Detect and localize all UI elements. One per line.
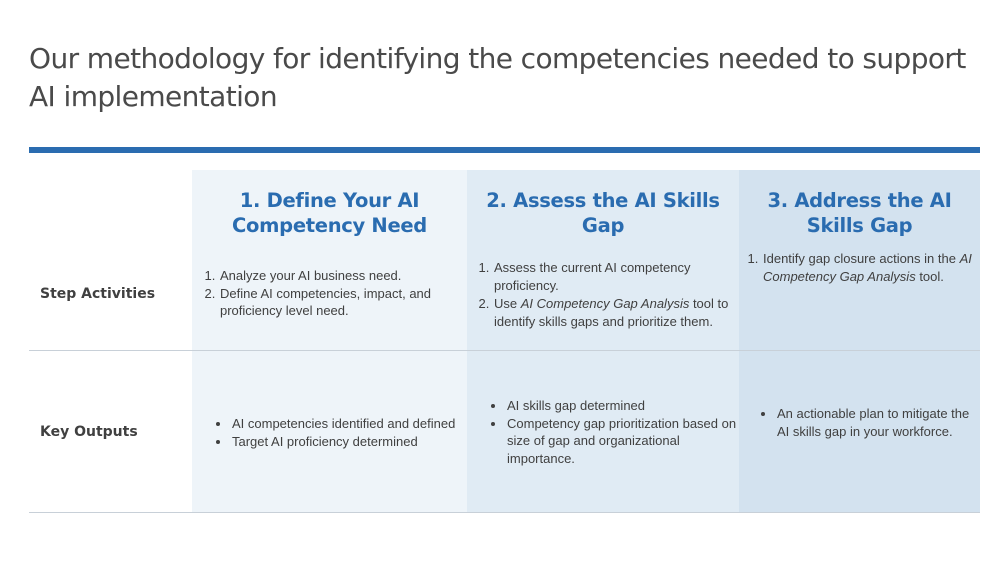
- tool-name: AI Competency Gap Analysis: [763, 251, 972, 284]
- activity-text: tool to identify skills gaps and prioritize them.: [494, 296, 729, 329]
- outputs-list: [751, 405, 981, 440]
- column-assess: [467, 170, 739, 513]
- column-address: [739, 170, 980, 513]
- output-item: • AI competencies identified and defined: [231, 415, 493, 433]
- activity-item: [493, 295, 733, 330]
- activities-list: [196, 267, 474, 320]
- outputs-list: [481, 397, 744, 467]
- activity-text: Analyze your AI business need.: [220, 268, 402, 283]
- column-heading: 2. Assess the AI Skills Gap: [486, 189, 720, 237]
- title-rule: [29, 147, 980, 153]
- activity-text: Use: [494, 296, 521, 311]
- tool-name: AI Competency Gap Analysis: [520, 296, 690, 311]
- activity-item: [219, 267, 474, 285]
- column-define: [192, 170, 467, 513]
- activity-text: Define AI competencies, impact, and proficiency level need.: [220, 285, 432, 318]
- output-item: • Competency gap prioritization based on size of gap and organizational importance.: [506, 415, 744, 468]
- output-item: • An actionable plan to mitigate the AI skills gap in your workforce.: [776, 405, 981, 440]
- table-bottom-border: [29, 512, 980, 513]
- activity-text: tool.: [915, 268, 944, 284]
- column-heading: 3. Address the AI Skills Gap: [767, 189, 952, 237]
- activity-text: Identify gap closure actions in the: [763, 251, 960, 266]
- activities-list: [739, 250, 992, 285]
- activity-item: [762, 250, 992, 285]
- activity-text: Assess the current AI competency proficiency.: [494, 260, 691, 293]
- outputs-list: [206, 415, 493, 450]
- activity-item: [219, 285, 474, 320]
- activity-item: [493, 259, 733, 294]
- row-divider: [29, 350, 980, 351]
- row-label-activities: Step Activities: [40, 286, 156, 302]
- output-item: • Target AI proficiency determined: [231, 433, 493, 451]
- output-item: • AI skills gap determined: [506, 397, 744, 415]
- slide-title: Our methodology for identifying the competencies needed to support AI implementation: [29, 42, 966, 113]
- row-label-outputs: Key Outputs: [40, 424, 138, 440]
- column-heading: 1. Define Your AI Competency Need: [232, 189, 427, 237]
- activities-list: [470, 259, 733, 330]
